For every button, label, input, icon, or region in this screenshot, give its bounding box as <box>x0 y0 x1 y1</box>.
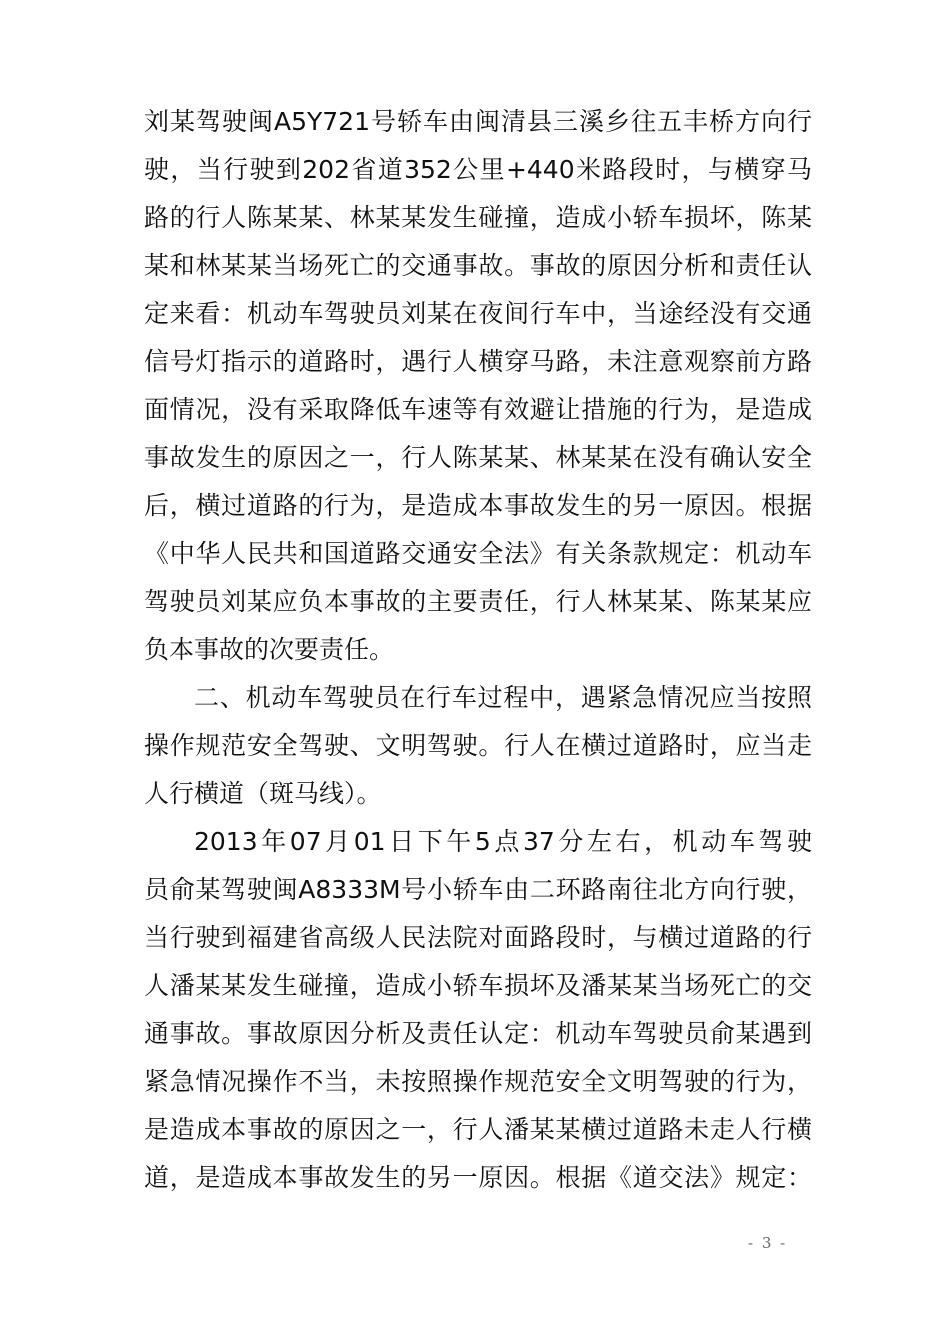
text-line: 驶，当行驶到202省道352公里+440米路段时，与横穿马 <box>144 155 812 184</box>
text-line: 员俞某驾驶闽A8333M号小轿车由二环路南往北方向行驶， <box>144 875 812 904</box>
text-line: 事故发生的原因之一，行人陈某某、林某某在没有确认安全 <box>144 443 812 472</box>
text-line: 道，是造成本事故发生的另一原因。根据《道交法》规定： <box>144 1163 812 1192</box>
text-line: 信号灯指示的道路时，遇行人横穿马路，未注意观察前方路 <box>144 347 812 376</box>
text-line: 紧急情况操作不当，未按照操作规范安全文明驾驶的行为， <box>144 1067 812 1096</box>
text-line: 是造成本事故的原因之一，行人潘某某横过道路未走人行横 <box>144 1115 812 1144</box>
document-body <box>144 98 812 1202</box>
text-line: 负本事故的次要责任。 <box>144 635 395 664</box>
text-line: 人潘某某发生碰撞，造成小轿车损坏及潘某某当场死亡的交 <box>144 971 812 1000</box>
text-line: 路的行人陈某某、林某某发生碰撞，造成小轿车损坏，陈某 <box>144 203 812 232</box>
text-line: 2013年07月01日下午5点37分左右，机动车驾驶 <box>194 827 812 856</box>
text-line: 面情况，没有采取降低车速等有效避让措施的行为，是造成 <box>144 395 812 424</box>
text-line: 操作规范安全驾驶、文明驾驶。行人在横过道路时，应当走 <box>144 731 812 760</box>
text-line: 驾驶员刘某应负本事故的主要责任，行人林某某、陈某某应 <box>144 587 812 616</box>
text-line: 二、机动车驾驶员在行车过程中，遇紧急情况应当按照 <box>194 683 812 712</box>
text-line: 定来看：机动车驾驶员刘某在夜间行车中，当途经没有交通 <box>144 299 812 328</box>
text-line: 刘某驾驶闽A5Y721号轿车由闽清县三溪乡往五丰桥方向行 <box>144 107 812 136</box>
page-number: - 3 - <box>748 1234 788 1252</box>
text-line: 通事故。事故原因分析及责任认定：机动车驾驶员俞某遇到 <box>144 1019 812 1048</box>
text-line: 后，横过道路的行为，是造成本事故发生的另一原因。根据 <box>144 491 812 520</box>
text-line: 当行驶到福建省高级人民法院对面路段时，与横过道路的行 <box>144 923 812 952</box>
text-line: 《中华人民共和国道路交通安全法》有关条款规定：机动车 <box>144 539 812 568</box>
text-line: 人行横道（斑马线）。 <box>144 779 382 808</box>
text-line: 某和林某某当场死亡的交通事故。事故的原因分析和责任认 <box>144 251 812 280</box>
